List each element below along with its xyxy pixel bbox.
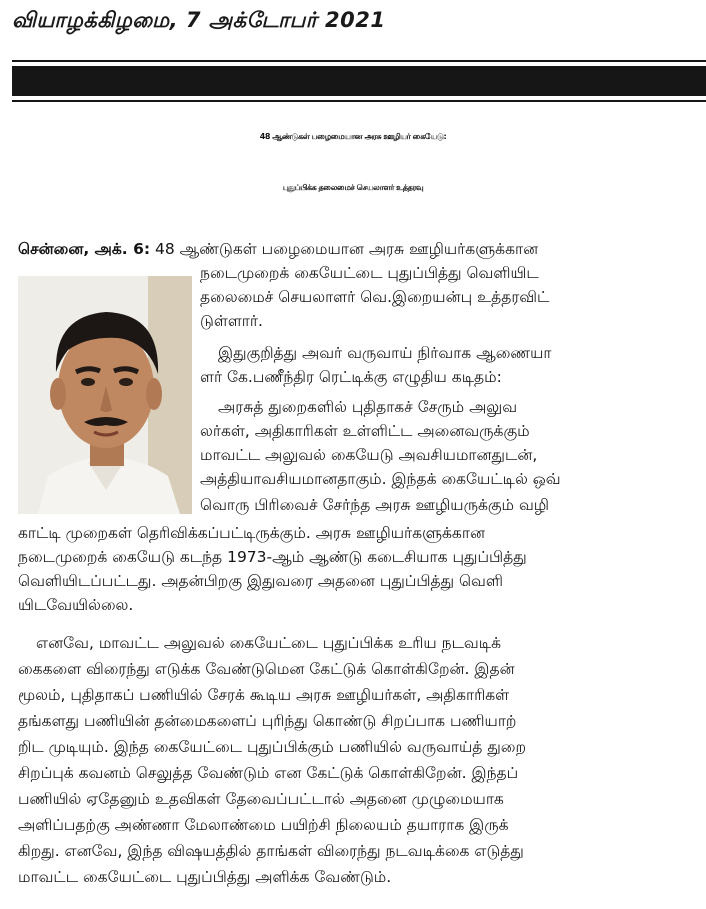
article-line-9: மாவட்ட அலுவல் கையேடு அவசியமானதுடன், xyxy=(200,446,538,464)
article-dateline-lead: சென்னை, அக். 6: xyxy=(18,240,151,258)
article-line-21: சிறப்புக் கவனம் செலுத்த வேண்டும் என கேட்டுக் கொள்கிறேன். இந்தப் xyxy=(18,764,519,782)
article-line-17: கைகளை விரைந்து எடுக்க வேண்டுமென கேட்டுக் கொள்கிறேன். இதன் xyxy=(18,660,515,678)
article-line-1 xyxy=(18,238,538,260)
article-line-6: ளர் கே.பணீந்திர ரெட்டிக்கு எழுதிய கடிதம்: xyxy=(200,368,502,386)
article-line-8: லர்கள், அதிகாரிகள் உள்ளிட்ட அனைவருக்கும் xyxy=(200,422,530,440)
article-line-13: நடைமுறைக் கையேடு கடந்த 1973-ஆம் ஆண்டு கடைசியாக புதுப்பித்து xyxy=(18,548,527,566)
article-line-19: தங்களது பணியின் தன்மைகளைப் புரிந்து கொண்டு சிறப்பாக பணியாற் xyxy=(18,712,517,730)
dateline: வியாழக்கிழமை, 7 அக்டோபர் 2021 xyxy=(12,8,386,32)
article-line-25: மாவட்ட கையேட்டை புதுப்பித்து அளிக்க வேண்டும். xyxy=(18,868,392,886)
rule-top xyxy=(12,60,706,62)
article-line-18: மூலம், புதிதாகப் பணியில் சேரக் கூடிய அரசு ஊழியர்கள், அதிகாரிகள் xyxy=(18,686,510,704)
article-line-16: எனவே, மாவட்ட அலுவல் கையேட்டை புதுப்பிக்க உரிய நடவடிக் xyxy=(36,634,501,652)
article-line-14: வெளியிடப்பட்டது. அதன்பிறகு இதுவரை அதனை புதுப்பித்து வெளி xyxy=(18,572,504,590)
article-line-22: பணியில் ஏதேனும் உதவிகள் தேவைப்பட்டால் அதனை முழுமையாக xyxy=(18,790,504,808)
article-line-15: யிடவேயில்லை. xyxy=(18,596,134,614)
rule-bar xyxy=(12,66,706,96)
article-line-12: காட்டி முறைகள் தெரிவிக்கப்பட்டிருக்கும். அரசு ஊழியர்களுக்கான xyxy=(18,524,485,542)
headline-line-1: 48 ஆண்டுகள் பழைமையான அரசு ஊழியர் கையேடு: xyxy=(259,132,447,141)
article-line-5: இதுகுறித்து அவர் வருவாய் நிர்வாக ஆணையா xyxy=(218,344,552,362)
rule-bottom xyxy=(12,100,706,102)
portrait-illustration xyxy=(18,276,192,514)
article-line-4: டுள்ளார். xyxy=(200,312,263,330)
article-line-23: அளிப்பதற்கு அண்ணா மேலாண்மை பயிற்சி நிலையம் தயாராக இருக் xyxy=(18,816,509,834)
article-line-7: அரசுத் துறைகளில் புதிதாகச் சேரும் அலுவ xyxy=(218,398,518,416)
article-line-24: கிறது. எனவே, இந்த விஷயத்தில் தாங்கள் விரைந்து நடவடிக்கை எடுத்து xyxy=(18,842,524,860)
article-line-3: தலைமைச் செயலாளர் வெ.இறையன்பு உத்தரவிட் xyxy=(200,288,550,306)
article-line-11: வொரு பிரிவைச் சேர்ந்த அரசு ஊழியருக்கும் வழி xyxy=(200,496,550,514)
portrait-photo xyxy=(18,276,192,514)
headline-line-2: புதுப்பிக்க தலைமைச் செயலாளர் உத்தரவு xyxy=(282,183,424,192)
article-text: 48 ஆண்டுகள் பழைமையான அரசு ஊழியர்களுக்கான xyxy=(155,240,539,258)
article-line-2: நடைமுறைக் கையேட்டை புதுப்பித்து வெளியிட xyxy=(200,264,539,282)
article-line-10: அத்தியாவசியமானதாகும். இந்தக் கையேட்டில் ஒவ் xyxy=(200,470,561,488)
article-line-20: றிட முடியும். இந்த கையேட்டை புதுப்பிக்கும் பணியில் வருவாய்த் துறை xyxy=(18,738,526,756)
